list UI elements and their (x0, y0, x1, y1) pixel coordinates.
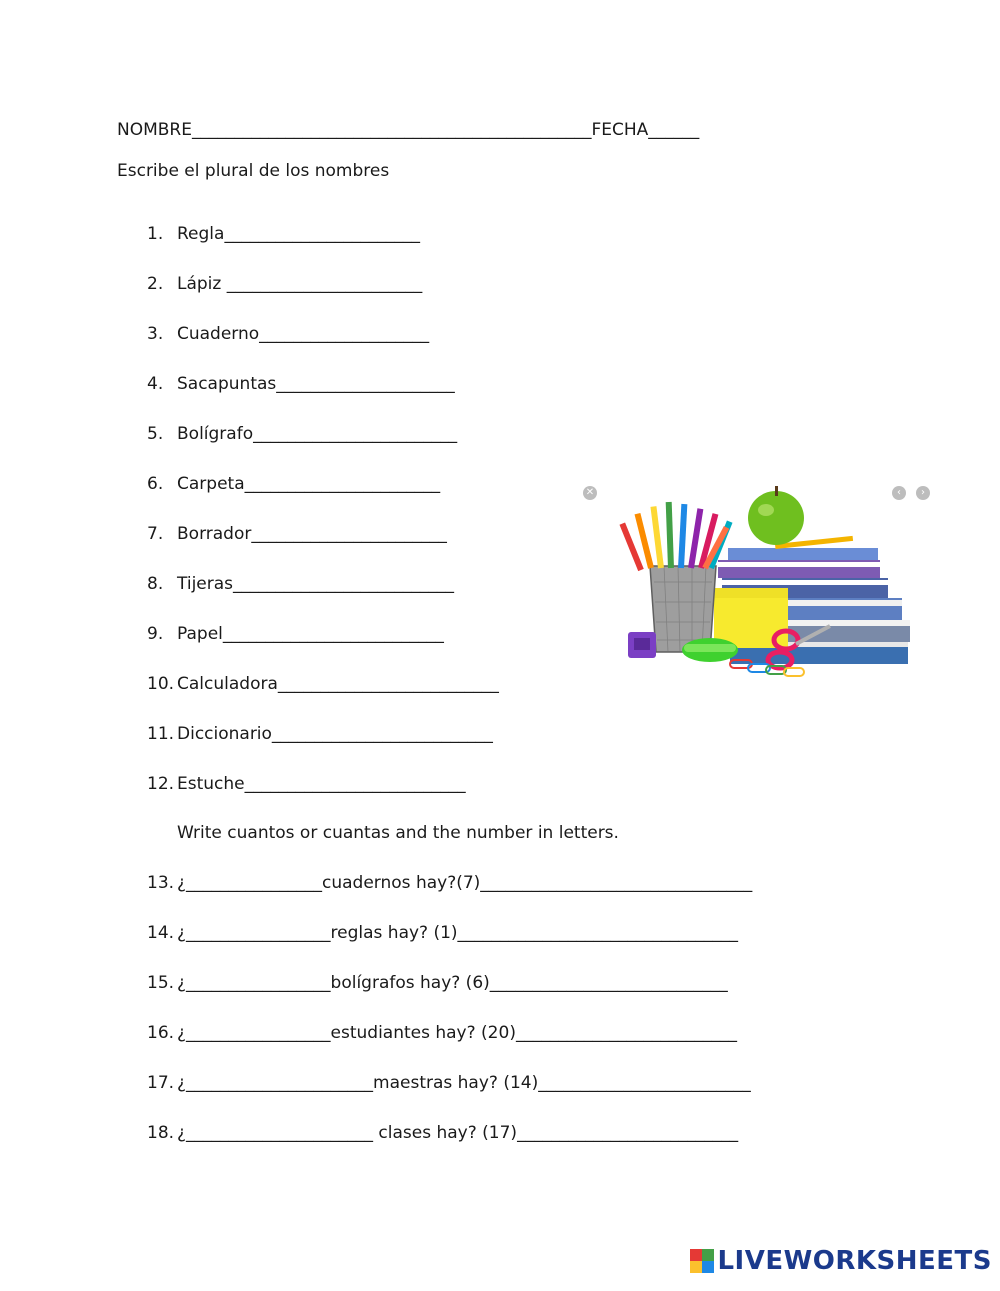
plural-item-answer-line[interactable]: Papel__________________________ (177, 624, 444, 644)
plural-item-answer-line[interactable]: Regla_______________________ (177, 224, 420, 244)
nombre-field[interactable]: _______________________________________________ (191, 120, 592, 140)
plural-item-number: 7. (147, 524, 164, 544)
question-item-answer-line[interactable]: ¿________________cuadernos hay?(7)________________________________ (177, 873, 753, 893)
question-item-answer-line[interactable]: ¿_________________estudiantes hay? (20)__________________________ (177, 1023, 737, 1043)
plural-item-number: 3. (147, 324, 164, 344)
question-item-answer-line[interactable]: ¿______________________ clases hay? (17)__________________________ (177, 1123, 739, 1143)
close-icon[interactable]: ✕ (583, 486, 597, 500)
plural-item-row (147, 222, 420, 246)
plural-item-row (147, 672, 499, 696)
colored-pencils (619, 502, 732, 571)
instruction-cuantos: Write cuantos or cuantas and the number in letters. (177, 823, 619, 843)
question-item-number: 14. (147, 923, 175, 943)
plural-item-number: 4. (147, 374, 164, 394)
question-item-row (147, 1071, 751, 1095)
plural-item-number: 9. (147, 624, 164, 644)
plural-item-number: 11. (147, 724, 175, 744)
plural-item-answer-line[interactable]: Diccionario__________________________ (177, 724, 493, 744)
plural-item-number: 5. (147, 424, 164, 444)
plural-item-row (147, 322, 429, 346)
plural-item-answer-line[interactable]: Tijeras__________________________ (177, 574, 455, 594)
plural-item-row (147, 522, 447, 546)
question-item-answer-line[interactable]: ¿______________________maestras hay? (14)_________________________ (177, 1073, 751, 1093)
question-item-row (147, 921, 738, 945)
plural-item-row (147, 422, 457, 446)
plural-item-row (147, 572, 454, 596)
plural-item-row (147, 772, 466, 796)
plural-item-answer-line[interactable]: Cuaderno____________________ (177, 324, 430, 344)
nombre-label: NOMBRE (117, 120, 192, 140)
question-item-row (147, 1021, 737, 1045)
school-supplies-image (580, 482, 936, 682)
question-item-answer-line[interactable]: ¿_________________bolígrafos hay? (6)____________________________ (177, 973, 728, 993)
question-item-row (147, 971, 728, 995)
plural-item-row (147, 472, 440, 496)
chevron-left-icon[interactable]: ‹ (892, 486, 906, 500)
plural-item-number: 12. (147, 774, 175, 794)
question-item-number: 15. (147, 973, 175, 993)
question-item-number: 16. (147, 1023, 175, 1043)
supplies-illustration (580, 482, 936, 682)
plural-item-row (147, 722, 493, 746)
fecha-field[interactable]: ______ (648, 120, 700, 140)
question-item-row (147, 871, 752, 895)
plural-item-number: 10. (147, 674, 175, 694)
plural-item-number: 6. (147, 474, 164, 494)
question-item-number: 18. (147, 1123, 175, 1143)
plural-item-answer-line[interactable]: Borrador_______________________ (177, 524, 447, 544)
plural-item-row (147, 622, 444, 646)
plural-item-answer-line[interactable]: Bolígrafo________________________ (177, 424, 458, 444)
logo-text: LIVEWORKSHEETS (717, 1246, 992, 1276)
chevron-right-icon[interactable]: › (916, 486, 930, 500)
question-item-answer-line[interactable]: ¿_________________reglas hay? (1)_________________________________ (177, 923, 739, 943)
plural-item-row (147, 372, 455, 396)
fecha-label: FECHA (591, 120, 649, 140)
instruction-plural: Escribe el plural de los nombres (117, 161, 390, 181)
question-item-number: 17. (147, 1073, 175, 1093)
plural-item-answer-line[interactable]: Estuche__________________________ (177, 774, 466, 794)
plural-item-number: 8. (147, 574, 164, 594)
plural-item-answer-line[interactable]: Sacapuntas_____________________ (177, 374, 455, 394)
question-item-row (147, 1121, 738, 1145)
liveworksheets-logo (690, 1247, 992, 1275)
plural-item-answer-line[interactable]: Calculadora__________________________ (177, 674, 499, 694)
apple (748, 491, 804, 545)
plural-item-number: 1. (147, 224, 164, 244)
plural-item-answer-line[interactable]: Lápiz _______________________ (177, 274, 423, 294)
question-item-number: 13. (147, 873, 175, 893)
plural-item-number: 2. (147, 274, 164, 294)
plural-item-answer-line[interactable]: Carpeta_______________________ (177, 474, 441, 494)
header-line (117, 118, 699, 142)
logo-mark-icon (690, 1249, 714, 1273)
plural-item-row (147, 272, 422, 296)
